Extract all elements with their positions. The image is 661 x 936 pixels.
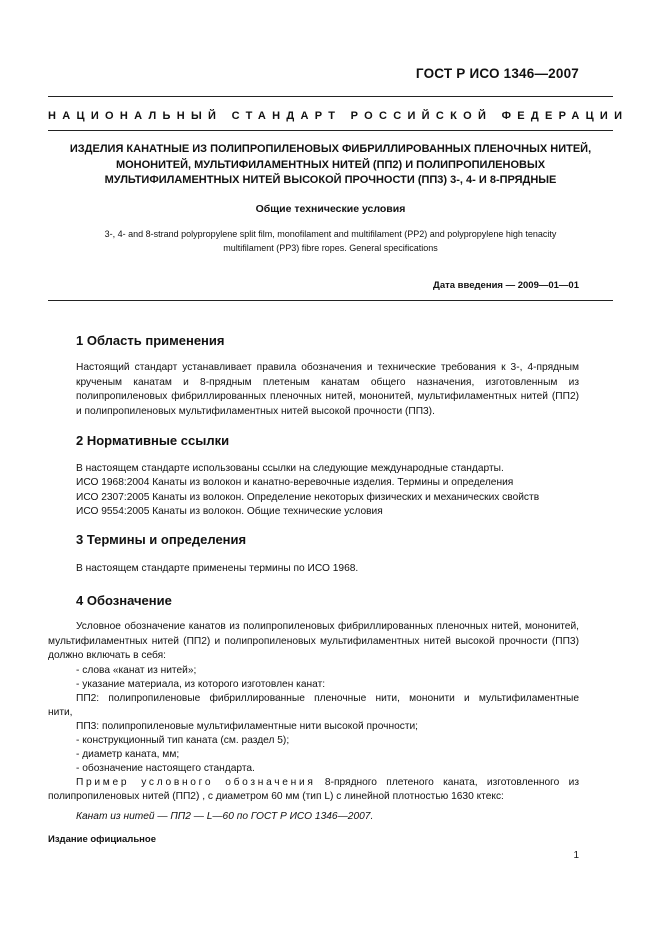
example-line — [76, 776, 579, 791]
example-text: 8-прядного плетеного каната, изготовленного из — [324, 777, 579, 788]
reference-item: ИСО 1968:2004 Канаты из волокон и канатно-веревочные изделия. Термины и определения — [76, 477, 514, 488]
reference-item: ИСО 9554:2005 Канаты из волокон. Общие технические условия — [76, 506, 383, 518]
title-line: МОНОНИТЕЙ, МУЛЬТИФИЛАМЕНТНЫХ НИТЕЙ (ПП2) И ПОЛИПРОПИЛЕНОВЫХ — [115, 158, 546, 171]
designation-item: - слова «канат из нитей»; — [76, 665, 197, 676]
section-1-heading: 1 Область применения — [76, 333, 225, 348]
date-rule — [48, 300, 613, 301]
designation-item: - конструкционный тип каната (см. раздел 5); — [76, 735, 290, 746]
section-3-text: В настоящем стандарте применены термины по ИСО 1968. — [76, 563, 359, 574]
national-standard-banner: НАЦИОНАЛЬНЫЙ СТАНДАРТ РОССИЙСКОЙ ФЕДЕРАЦИИ — [48, 110, 629, 122]
section-2-intro: В настоящем стандарте использованы ссылки на следующие международные стандарты. — [76, 463, 504, 474]
english-title — [48, 228, 613, 255]
designation-item: ПП2: полипропиленовые фибриллированные пленочные нити, мононити и мультифиламентные — [76, 693, 579, 704]
references-list — [76, 476, 579, 520]
section-3-heading: 3 Термины и определения — [76, 532, 247, 547]
section-4-heading: 4 Обозначение — [76, 593, 172, 608]
english-title-line: multifilament (PP3) fibre ropes. General specifications — [223, 242, 438, 253]
page-number: 1 — [573, 850, 579, 861]
document-title — [48, 142, 613, 189]
designation-item: - указание материала, из которого изготовлен канат: — [76, 679, 326, 690]
section-2-heading: 2 Нормативные ссылки — [76, 433, 230, 448]
designation-item: нити, — [48, 707, 73, 718]
section-1-text: Настоящий стандарт устанавливает правила обозначения и технические требования к 3-, 4-прядным крученым канатам и 8-прядным плетеным канатам общего назначения, изготовленным из полипропиленовых фибриллированных пленочных нитей, мононитей, мультифиламентных нитей (ПП2) и полипропиленовых мультифиламентных нитей высокой прочности (ПП3). — [76, 362, 579, 417]
top-rule — [48, 96, 613, 97]
section-4-para: Условное обозначение канатов из полипропиленовых фибриллированных пленочных нитей, мононитей, мультифиламентных нитей (ПП2) и полипропиленовых мультифиламентных нитей высокой прочности (ПП3) должно включать в себя: — [48, 621, 579, 662]
banner-rule — [48, 130, 613, 131]
introduction-date: Дата введения — 2009—01—01 — [433, 280, 579, 291]
example-text-continued: полипропиленовых нитей (ПП2) , с диаметром 60 мм (тип L) с линейной плотностью 1630 ктекс: — [48, 791, 504, 802]
example-designation: Канат из нитей — ПП2 — L—60 по ГОСТ Р ИСО 1346—2007. — [76, 811, 374, 822]
document-code: ГОСТ Р ИСО 1346—2007 — [415, 66, 579, 81]
designation-item: ПП3: полипропиленовые мультифиламентные нити высокой прочности; — [76, 721, 419, 732]
document-subtitle: Общие технические условия — [255, 203, 406, 215]
official-edition-label: Издание официальное — [48, 834, 156, 845]
title-line: МУЛЬТИФИЛАМЕНТНЫХ НИТЕЙ ВЫСОКОЙ ПРОЧНОСТИ (ПП3) 3-, 4- И 8-ПРЯДНЫЕ — [104, 174, 557, 186]
english-title-line: 3-, 4- and 8-strand polypropylene split film, monofilament and multifilament (PP2) and polypropylene high tenacity — [104, 229, 557, 239]
title-line: ИЗДЕЛИЯ КАНАТНЫЕ ИЗ ПОЛИПРОПИЛЕНОВЫХ ФИБРИЛЛИРОВАННЫХ ПЛЕНОЧНЫХ НИТЕЙ, — [69, 143, 592, 155]
designation-item: - диаметр каната, мм; — [76, 749, 180, 760]
example-label: Пример условного обозначения — [76, 777, 316, 788]
reference-item: ИСО 2307:2005 Канаты из волокон. Определение некоторых физических и механических свойств — [76, 491, 540, 503]
designation-item: - обозначение настоящего стандарта. — [76, 763, 255, 774]
